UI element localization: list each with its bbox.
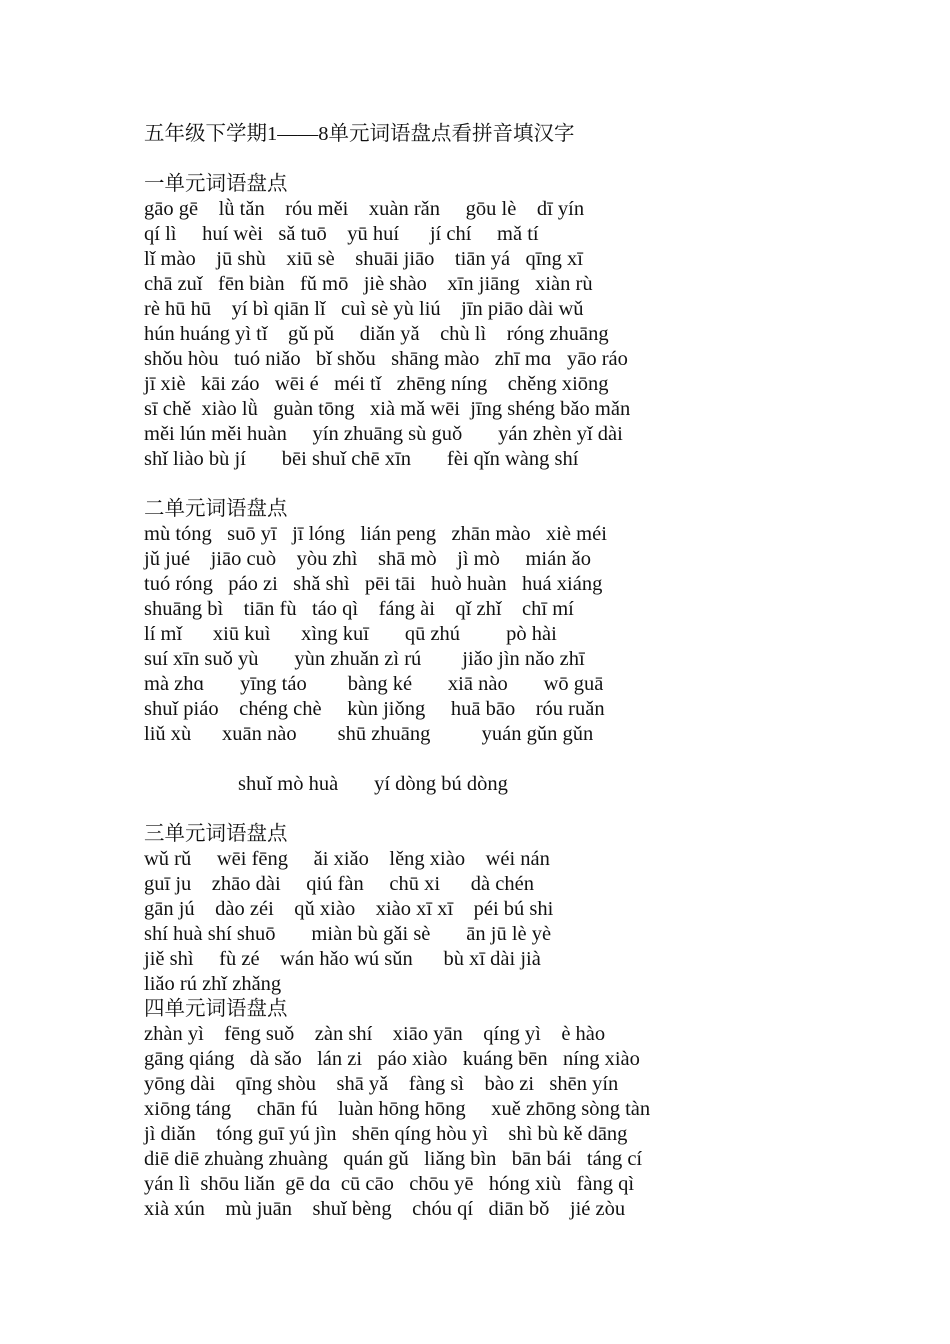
pinyin-line: sī chě xiào lǜ guàn tōng xià mǎ wēi jīng shéng bǎo mǎn	[144, 398, 631, 420]
pinyin-line: shuǐ mò huà yí dòng bú dòng	[238, 773, 508, 795]
pinyin-line: yán lì shōu liǎn gē dɑ cū cāo chōu yē hóng xiù fàng qì	[144, 1173, 635, 1195]
pinyin-line: diē diē zhuàng zhuàng quán gǔ liǎng bìn bān bái táng cí	[144, 1148, 643, 1170]
pinyin-line: shǒu hòu tuó niǎo bǐ shǒu shāng mào zhī mɑ yāo ráo	[144, 348, 628, 370]
pinyin-line: xià xún mù juān shuǐ bèng chóu qí diān bǒ jié zòu	[144, 1198, 626, 1220]
pinyin-line: rè hū hū yí bì qiān lǐ cuì sè yù liú jīn piāo dài wǔ	[144, 298, 584, 320]
section-heading: 一单元词语盘点	[144, 173, 288, 195]
section-heading: 三单元词语盘点	[144, 823, 288, 845]
pinyin-line: yōng dài qīng shòu shā yǎ fàng sì bào zi shēn yín	[144, 1073, 619, 1095]
pinyin-line: qí lì huí wèi sǎ tuō yū huí jí chí mǎ tí	[144, 223, 539, 245]
pinyin-line: lí mǐ xiū kuì xìng kuī qū zhú pò hài	[144, 623, 557, 645]
pinyin-line: jì diǎn tóng guī yú jìn shēn qíng hòu yì shì bù kě dāng	[144, 1123, 628, 1145]
pinyin-line: liǔ xù xuān nào shū zhuāng yuán gǔn gǔn	[144, 723, 594, 745]
pinyin-line: gāng qiáng dà sǎo lán zi páo xiào kuáng bēn níng xiào	[144, 1048, 640, 1070]
unit-3-section	[144, 822, 844, 997]
section-heading: 四单元词语盘点	[144, 998, 288, 1020]
spacer	[144, 747, 844, 772]
pinyin-line: gāo gē lǜ tǎn róu měi xuàn rǎn gōu lè dī yín	[144, 198, 585, 220]
pinyin-line: mù tóng suō yī jī lóng lián peng zhān mào xiè méi	[144, 523, 607, 545]
pinyin-line: lǐ mào jū shù xiū sè shuāi jiāo tiān yá qīng xī	[144, 248, 583, 270]
spacer	[144, 472, 844, 497]
pinyin-line: shuāng bì tiān fù táo qì fáng ài qǐ zhǐ chī mí	[144, 598, 574, 620]
pinyin-line: liǎo rú zhǐ zhǎng	[144, 973, 282, 995]
unit-2-section	[144, 497, 844, 797]
pinyin-line: chā zuǐ fēn biàn fǔ mō jiè shào xīn jiāng xiàn rù	[144, 273, 593, 295]
pinyin-line: hún huáng yì tǐ gǔ pǔ diǎn yǎ chù lì róng zhuāng	[144, 323, 609, 345]
pinyin-line: suí xīn suǒ yù yùn zhuǎn zì rú jiǎo jìn nǎo zhī	[144, 648, 585, 670]
pinyin-line: mà zhɑ yīng táo bàng ké xiā nào wō guā	[144, 673, 604, 695]
pinyin-line: měi lún měi huàn yín zhuāng sù guǒ yán zhèn yǐ dài	[144, 423, 623, 445]
unit-4-section	[144, 997, 844, 1222]
page-title: 五年级下学期1——8单元词语盘点看拼音填汉字	[144, 123, 575, 145]
pinyin-line: shuǐ piáo chéng chè kùn jiǒng huā bāo róu ruǎn	[144, 698, 605, 720]
worksheet-page	[144, 122, 844, 1222]
pinyin-line: xiōng táng chān fú luàn hōng hōng xuě zhōng sòng tàn	[144, 1098, 651, 1120]
pinyin-line: zhàn yì fēng suǒ zàn shí xiāo yān qíng yì è hào	[144, 1023, 606, 1045]
pinyin-line: shǐ liào bù jí bēi shuǐ chē xīn fèi qǐn wàng shí	[144, 448, 579, 470]
pinyin-line: tuó róng páo zi shǎ shì pēi tāi huò huàn huá xiáng	[144, 573, 603, 595]
pinyin-line: jǔ jué jiāo cuò yòu zhì shā mò jì mò mián ǎo	[144, 548, 591, 570]
section-heading: 二单元词语盘点	[144, 498, 288, 520]
pinyin-line: gān jú dào zéi qǔ xiào xiào xī xī péi bú shi	[144, 898, 554, 920]
pinyin-line: jī xiè kāi záo wēi é méi tǐ zhēng níng chěng xiōng	[144, 373, 609, 395]
unit-1-section	[144, 172, 844, 472]
pinyin-line: guī ju zhāo dài qiú fàn chū xi dà chén	[144, 873, 534, 895]
spacer	[144, 797, 844, 822]
pinyin-line: wǔ rǔ wēi fēng ǎi xiǎo lěng xiào wéi nán	[144, 848, 550, 870]
pinyin-line: shí huà shí shuō miàn bù gǎi sè ān jū lè yè	[144, 923, 552, 945]
pinyin-line: jiě shì fù zé wán hǎo wú sǔn bù xī dài jià	[144, 948, 541, 970]
